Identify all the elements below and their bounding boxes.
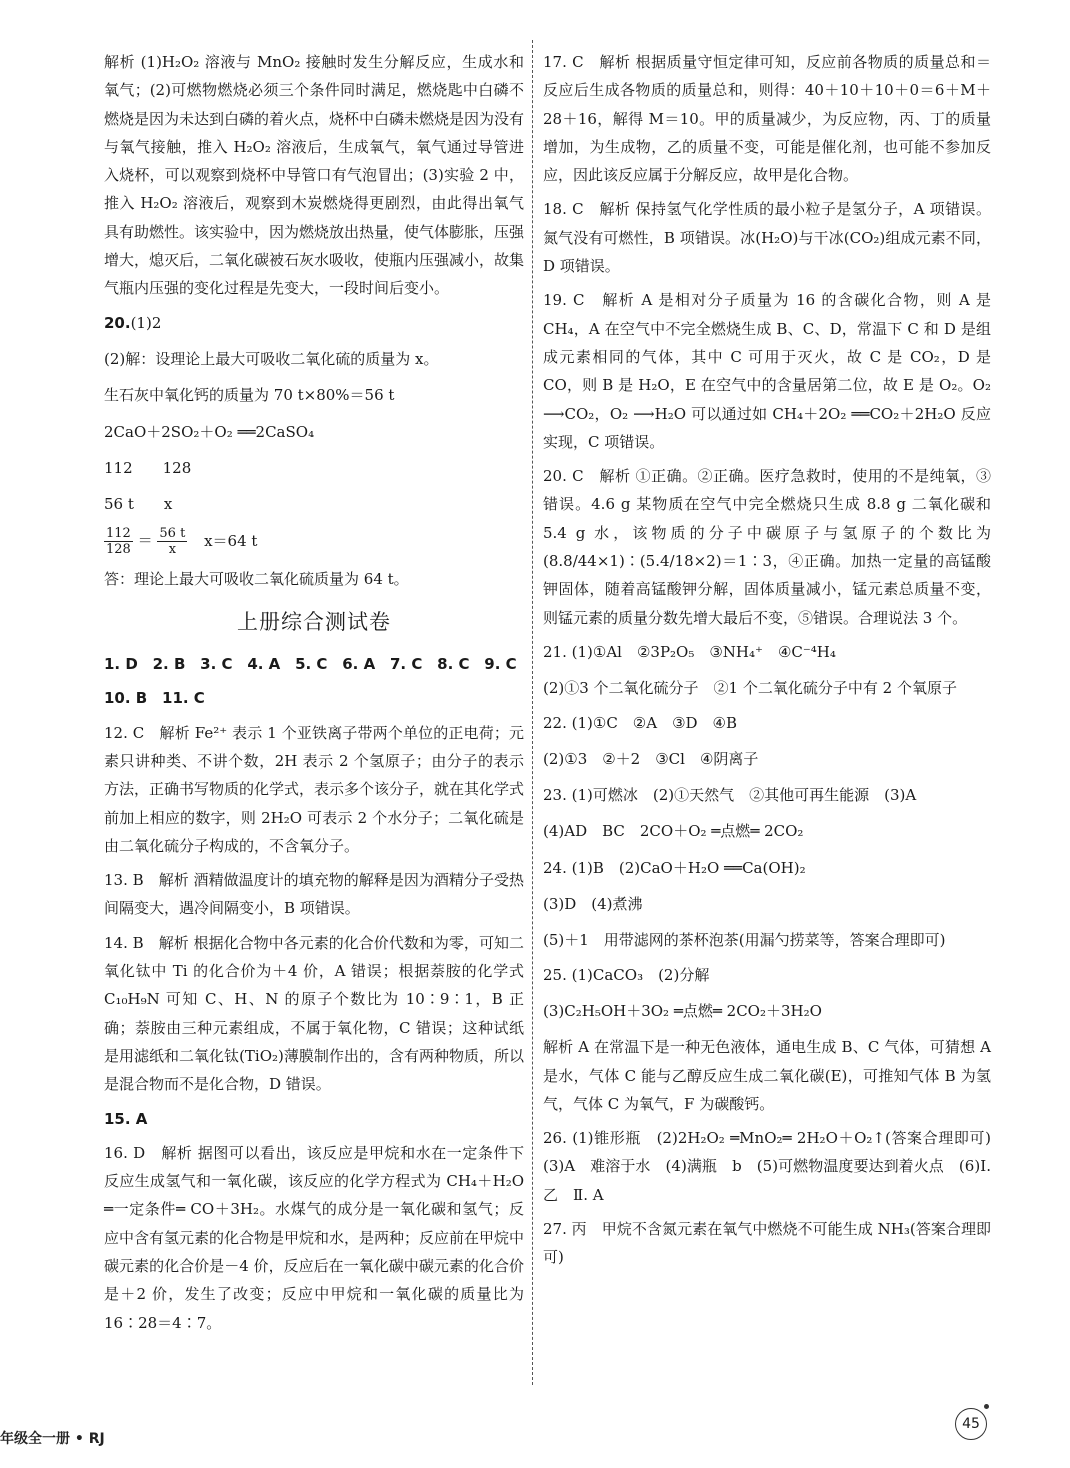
- page-number: 45: [955, 1408, 987, 1440]
- q12: 12. C 解析 Fe²⁺ 表示 1 个亚铁离子带两个单位的正电荷；元素只讲种类、不讲个数，2H 表示 2 个氢原子；由分子的表示方法，正确书写物质的化学式，表示多个该分子，就在其化学式前加上相应的数字，则 2H₂O 可表示 2 个水分子；二氧化硫是由二氧化硫分子构成的，不含氧分子。: [104, 723, 525, 855]
- q20-part2: (2)解：设理论上最大可吸收二氧化硫的质量为 x。: [104, 349, 439, 368]
- q20-result: x＝64 t: [204, 531, 258, 550]
- q16: 16. D 解析 据图可以看出，该反应是甲烷和水在一定条件下反应生成氢气和一氧化碳，该反应的化学方程式为 CH₄＋H₂O ═一定条件═ CO＋3H₂。水煤气的成分是一氧化碳和氢气；反应中含有氢元素的化合物是甲烷和水，是两种；反应前在甲烷中碳元素的化合价是－4 价，反应后在一氧化碳中碳元素的化合价是＋2 价，发生了改变；反应中甲烷和一氧化碳的质量比为 16∶28＝4∶7。: [104, 1143, 525, 1332]
- q22-a: 22. (1)①C ②A ③D ④B: [543, 713, 738, 732]
- q20-proportion: $\frac{112}{128}$ ＝ $\frac{56 t}{x}$ x＝64 t: [106, 526, 258, 558]
- fraction-2: $\frac{56 t}{x}$: [159, 526, 186, 558]
- footer-grade-label: 年级全一册 • RJ: [0, 1431, 105, 1447]
- answers-row-1: [104, 650, 524, 678]
- q17: 17. C 解析 根据质量守恒定律可知，反应前各物质的质量总和＝反应后生成各物质的质量总和，则得：40＋10＋10＋0＝6＋M＋28＋16，解得 M＝10。甲的质量减少，为反应物，丙、丁的质量增加，为生成物，乙的质量不变，可能是催化剂，也可能不参加反应，因此该反应属于分解反应，故甲是化合物。: [543, 53, 991, 185]
- answer-item: 5. C: [295, 655, 328, 674]
- q20-label: 20.: [104, 313, 131, 332]
- answer-item: 11. C: [162, 689, 205, 708]
- q20-equation: 2CaO＋2SO₂＋O₂ ══2CaSO₄: [104, 422, 315, 441]
- q19-analysis: 解析 (1)H₂O₂ 溶液与 MnO₂ 接触时发生分解反应，生成水和氧气；(2)可燃物燃烧必须三个条件同时满足，燃烧匙中白磷不燃烧是因为未达到白磷的着火点，烧杯中白磷未燃烧是因为没有与氧气接触，推入 H₂O₂ 溶液后，生成氧气，氧气通过导管进入烧杯，可以观察到烧杯中导管口有气泡冒出；(3)实验 2 中，推入 H₂O₂ 溶液后，观察到木炭燃烧得更剧烈，由此得出氧气具有助燃性。该实验中，因为燃烧放出热量，使气体膨胀，压强增大，熄灭后，二氧化碳被石灰水吸收，使瓶内压强减小，故集气瓶内压强的变化过程是先变大，一段时间后变小。: [104, 53, 525, 298]
- q15: 15. A: [104, 1109, 148, 1128]
- q19: 19. C 解析 A 是相对分子质量为 16 的含碳化合物，则 A 是 CH₄，A 在空气中不完全燃烧生成 B、C、D，常温下 C 和 D 是组成元素相同的气体，其中 C 可用于灭火，故 C 是 CO₂，D 是 CO，则 B 是 H₂O，E 在空气中的含量居第二位，故 E 是 O₂。O₂ ⟶CO₂，O₂ ⟶H₂O 可以通过如 CH₄＋2O₂ ══CO₂＋2H₂O 反应实现，C 项错误。: [543, 291, 991, 451]
- q25-c: 解析 A 在常温下是一种无色液体，通电生成 B、C 气体，可猜想 A 是水，气体 C 能与乙醇反应生成二氧化碳(E)，可推知气体 B 为氢气，气体 C 为氧气，F 为碳酸钙。: [543, 1038, 991, 1113]
- q13: 13. B 解析 酒精做温度计的填充物的解释是因为酒精分子受热间隔变大，遇冷间隔变小，B 项错误。: [104, 871, 524, 918]
- answer-item: 10. B: [104, 689, 148, 708]
- q25-a: 25. (1)CaCO₃ (2)分解: [543, 965, 710, 984]
- q20-part1: [104, 309, 524, 337]
- answer-item: 4. A: [247, 655, 281, 674]
- q23-a: 23. (1)可燃冰 (2)①天然气 ②其他可再生能源 (3)A: [543, 786, 917, 805]
- q20-part1-text: (1)2: [130, 313, 162, 332]
- q21-a: 21. (1)①Al ②3P₂O₅ ③NH₄⁺ ④C⁻⁴H₄: [543, 642, 836, 661]
- q27: 27. 丙 甲烷不含氮元素在氧气中燃烧不可能生成 NH₃(答案合理即可): [543, 1219, 991, 1267]
- fraction-1: $\frac{112}{128}$: [106, 526, 131, 558]
- q20-answer: 答：理论上最大可吸收二氧化硫质量为 64 t。: [104, 570, 409, 589]
- q24-c: (5)＋1 用带滤网的茶杯泡茶(用漏勺捞菜等，答案合理即可): [543, 931, 946, 950]
- right-column: [543, 48, 1007, 1278]
- answer-item: 8. C: [437, 655, 470, 674]
- q18: 18. C 解析 保持氢气化学性质的最小粒子是氢分子，A 项错误。氮气没有可燃性，B 项错误。冰(H₂O)与干冰(CO₂)组成元素不同，D 项错误。: [543, 200, 991, 276]
- q22-b: (2)①3 ②＋2 ③Cl ④阴离子: [543, 749, 759, 768]
- q25-b: (3)C₂H₅OH＋3O₂ ═点燃═ 2CO₂＋3H₂O: [543, 1001, 822, 1020]
- q23-b: (4)AD BC 2CO＋O₂ ═点燃═ 2CO₂: [543, 822, 804, 841]
- answer-item: 7. C: [389, 655, 423, 674]
- q26: 26. (1)锥形瓶 (2)2H₂O₂ ═MnO₂═ 2H₂O＋O₂↑(答案合理即可) (3)A 难溶于水 (4)满瓶 b (5)可燃物温度要达到着火点 (6)Ⅰ. 乙 Ⅱ. A: [543, 1129, 1007, 1204]
- q20-right: 20. C 解析 ①正确。②正确。医疗急救时，使用的不是纯氧，③错误。4.6 g 某物质在空气中完全燃烧只生成 8.8 g 二氧化碳和 5.4 g 水，该物质的分子中碳原子与氢原子的个数比为 (8.8/44×1)∶(5.4/18×2)＝1∶3，④正确。加热一定量的高锰酸钾固体，随着高锰酸钾分解，固体质量减小，锰元素总质量不变，则锰元素的质量分数先增大最后不变，⑤错误。合理说法 3 个。: [543, 467, 991, 627]
- q14: 14. B 解析 根据化合物中各元素的化合价代数和为零，可知二氧化钛中 Ti 的化合价为＋4 价，A 错误；根据萘胺的化学式 C₁₀H₉N 可知 C、H、N 的原子个数比为 10∶9∶1，B 正确；萘胺由三种元素组成，不属于氧化物，C 错误；这种试纸是用滤纸和二氧化钛(TiO₂)薄膜制作出的，含有两种物质，所以是混合物而不是化合物，D 错误。: [104, 933, 524, 1094]
- q21-b: (2)①3 个二氧化硫分子 ②1 个二氧化硫分子中有 2 个氧原子: [543, 679, 957, 698]
- left-column: [104, 48, 524, 1343]
- answer-item: 6. A: [342, 655, 376, 674]
- answers-row-2: [104, 684, 524, 712]
- q20-known: 56 t x: [104, 495, 173, 514]
- answer-item: 1. D: [104, 655, 138, 674]
- column-divider: [532, 40, 533, 1385]
- q24-a: 24. (1)B (2)CaO＋H₂O ══Ca(OH)₂: [543, 858, 806, 877]
- q20-line3: 生石灰中氧化钙的质量为 70 t×80%＝56 t: [104, 386, 395, 405]
- page-number-dot: [984, 1404, 989, 1409]
- answer-item: 3. C: [200, 655, 233, 674]
- answer-item: 9. C: [484, 655, 517, 674]
- q24-b: (3)D (4)煮沸: [543, 895, 643, 914]
- answer-item: 2. B: [152, 655, 186, 674]
- section-title: 上册综合测试卷: [237, 609, 391, 634]
- q20-masses: 112 128: [104, 458, 192, 477]
